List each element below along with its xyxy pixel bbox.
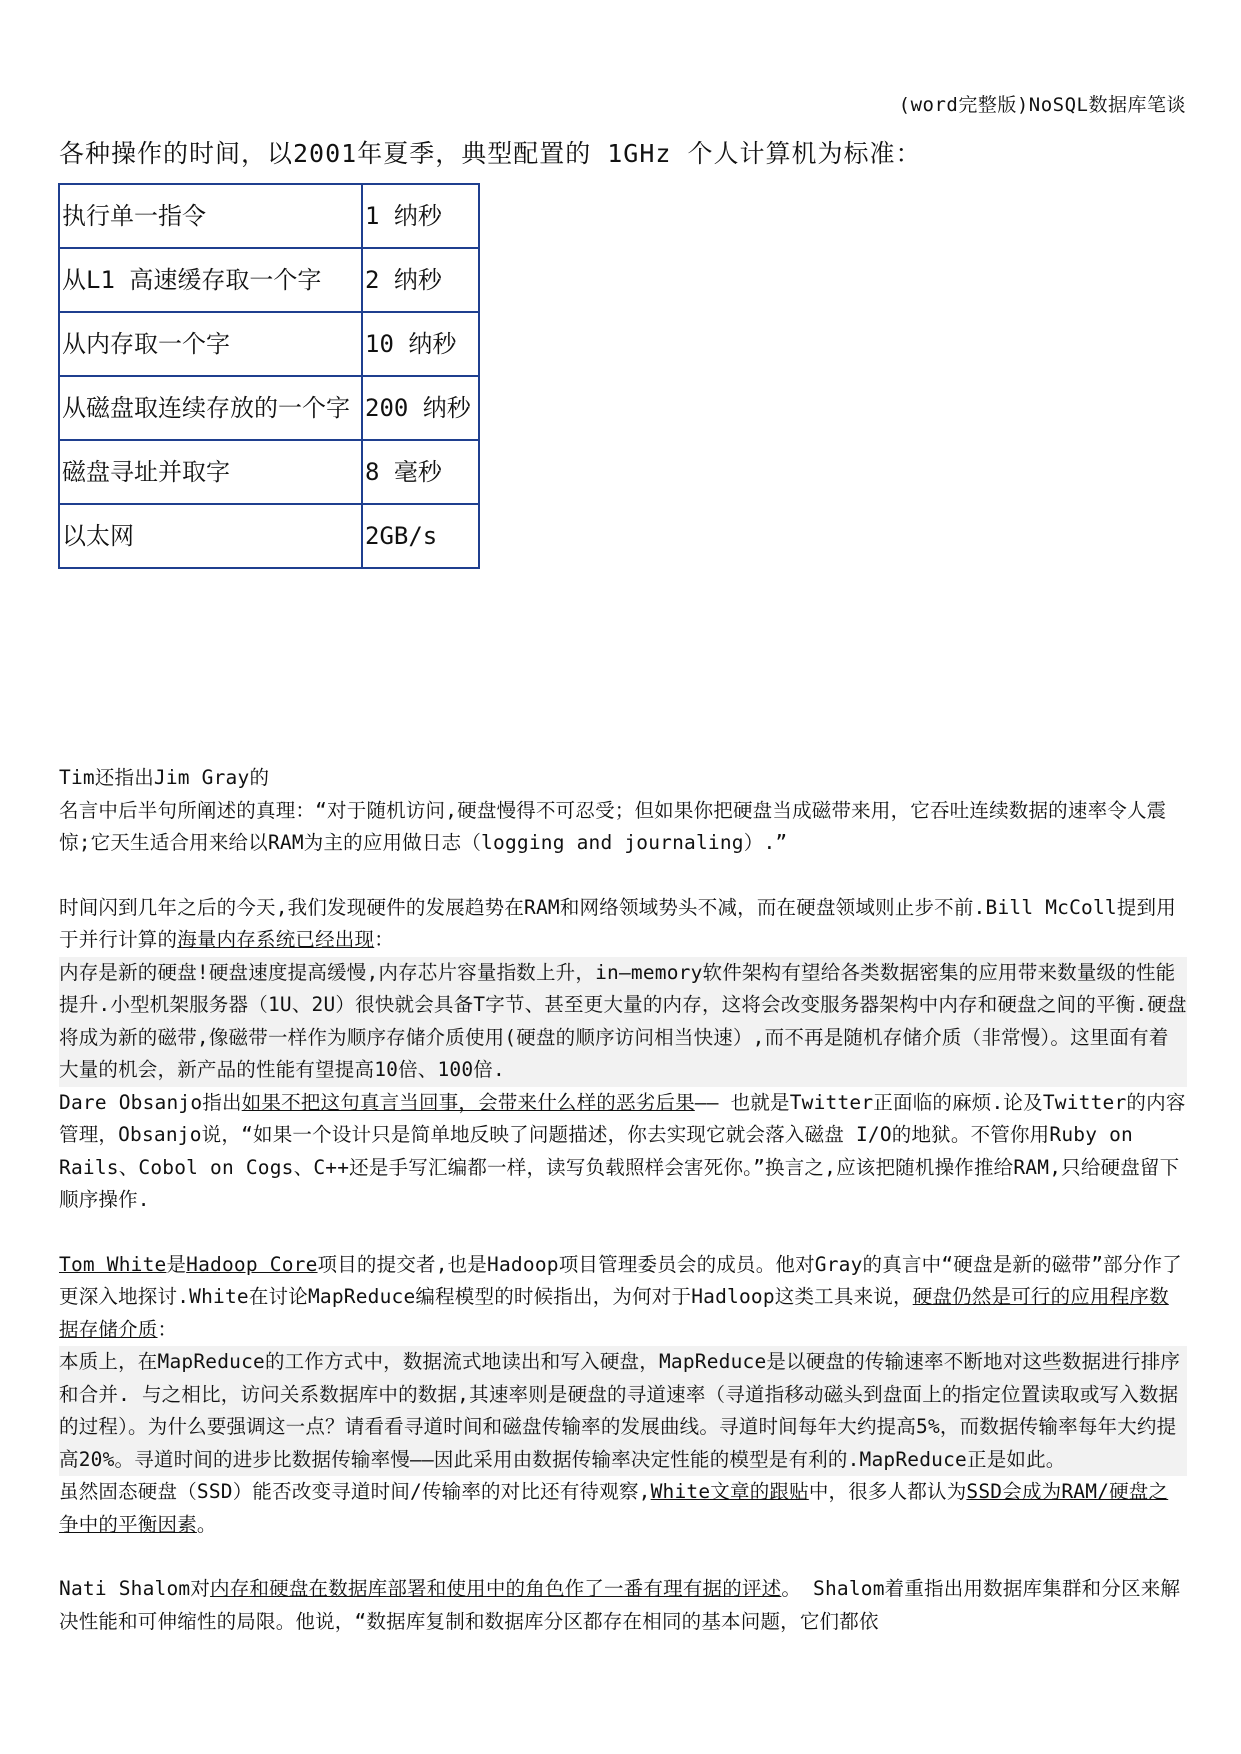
- link-white-followups[interactable]: White文章的跟贴: [650, 1480, 809, 1503]
- paragraph-tim-intro: Tim还指出Jim Gray的: [59, 766, 270, 789]
- time-cell: 10 纳秒: [362, 312, 479, 376]
- table-row: [59, 248, 479, 312]
- paragraph-bill-mccoll: 时间闪到几年之后的今天,我们发现硬件的发展趋势在RAM和网络领域势头不减，而在硬盘领域则止步不前.Bill McColl提到用于并行计算的海量内存系统已经出现：: [59, 895, 1176, 951]
- link-hadoop-core[interactable]: Hadoop Core: [186, 1252, 318, 1276]
- time-cell: 1 纳秒: [362, 184, 479, 248]
- link-memory-systems[interactable]: 海量内存系统已经出现: [177, 928, 375, 951]
- blockquote-mapreduce: 本质上，在MapReduce的工作方式中，数据流式地读出和写入硬盘，MapReduce是以硬盘的传输速率不断地对这些数据进行排序和合并. 与之相比，访问关系数据库中的数据,其速率则是硬盘的寻道速率（寻道指移动磁头到盘面上的指定位置读取或写入数据的过程）。为什么要强调这一点？请看看寻道时间和磁盘传输率的发展曲线。寻道时间每年大约提高5%，而数据传输率每年大约提高20%。寻道时间的进步比数据传输率慢——因此采用由数据传输率决定性能的模型是有利的.MapReduce正是如此。: [59, 1346, 1187, 1476]
- operation-cell: 从L1 高速缓存取一个字: [59, 248, 362, 312]
- link-tom-white[interactable]: Tom White: [59, 1252, 167, 1276]
- operation-cell: 磁盘寻址并取字: [59, 440, 362, 504]
- blockquote-memory-new-disk: 内存是新的硬盘!硬盘速度提高缓慢,内存芯片容量指数上升，in—memory软件架构有望给各类数据密集的应用带来数量级的性能提升.小型机架服务器（1U、2U）很快就会具备T字节、甚至更大量的内存，这将会改变服务器架构中内存和硬盘之间的平衡.硬盘将成为新的磁带,像磁带一样作为顺序存储介质使用(硬盘的顺序访问相当快速）,而不再是随机存储介质（非常慢）。这里面有着大量的机会，新产品的性能有望提高10倍、100倍.: [59, 957, 1187, 1087]
- operation-times-table: [58, 183, 480, 569]
- paragraph-dare-obsanjo: Dare Obsanjo指出如果不把这句真言当回事，会带来什么样的恶劣后果—— 也就是Twitter正面临的麻烦.论及Twitter的内容管理，Obsanjo说，“如果一个设计只是简单地反映了问题描述，你去实现它就会落入磁盘 I/O的地狱。不管你用Ruby on Rails、Cobol on Cogs、C++还是手写汇编都一样，读写负载照样会害死你。”换言之,应该把随机操作推给RAM,只给硬盘留下顺序操作.: [59, 1090, 1186, 1211]
- operation-cell: 以太网: [59, 504, 362, 568]
- link-memory-disk-roles[interactable]: 内存和硬盘在数据库部署和使用中的角色作了一番有理有据的评述: [210, 1577, 782, 1600]
- paragraph-tim-quote: 名言中后半句所阐述的真理：“对于随机访问,硬盘慢得不可忍受；但如果你把硬盘当成磁带来用，它吞吐连续数据的速率令人震惊;它天生适合用来给以RAM为主的应用做日志（logging and journaling）.”: [59, 798, 1167, 854]
- table-row: [59, 440, 479, 504]
- operation-cell: 执行单一指令: [59, 184, 362, 248]
- table-row: [59, 184, 479, 248]
- article-body: [59, 762, 1187, 1638]
- document-header-title: (word完整版)NoSQL数据库笔谈: [898, 94, 1186, 116]
- link-consequences[interactable]: 如果不把这句真言当回事，会带来什么样的恶劣后果: [241, 1090, 695, 1114]
- operation-cell: 从内存取一个字: [59, 312, 362, 376]
- table-row: [59, 312, 479, 376]
- time-cell: 2 纳秒: [362, 248, 479, 312]
- link-ssd-balance[interactable]: SSD会成为RAM/硬盘之争中的平衡因素: [59, 1480, 1169, 1536]
- intro-sentence: 各种操作的时间，以2001年夏季，典型配置的 1GHz 个人计算机为标准：: [59, 139, 922, 168]
- paragraph-ssd: 虽然固态硬盘（SSD）能否改变寻道时间/传输率的对比还有待观察,White文章的跟贴中，很多人都认为SSD会成为RAM/硬盘之争中的平衡因素。: [59, 1480, 1169, 1536]
- table-row: [59, 376, 479, 440]
- paragraph-nati-shalom: Nati Shalom对内存和硬盘在数据库部署和使用中的角色作了一番有理有据的评述。 Shalom着重指出用数据库集群和分区来解决性能和可伸缩性的局限。他说，“数据库复制和数据库分区都存在相同的基本问题，它们都依: [59, 1577, 1181, 1633]
- link-disk-viable[interactable]: 硬盘仍然是可行的应用程序数据存储介质: [59, 1285, 1169, 1341]
- table-row: [59, 504, 479, 568]
- time-cell: 200 纳秒: [362, 376, 479, 440]
- operation-cell: 从磁盘取连续存放的一个字: [59, 376, 362, 440]
- time-cell: 2GB/s: [362, 504, 479, 568]
- time-cell: 8 毫秒: [362, 440, 479, 504]
- paragraph-tom-white: Tom White是Hadoop Core项目的提交者,也是Hadoop项目管理委员会的成员。他对Gray的真言中“硬盘是新的磁带”部分作了更深入地探讨.White在讨论MapReduce编程模型的时候指出，为何对于Hadloop这类工具来说，硬盘仍然是可行的应用程序数据存储介质：: [59, 1252, 1182, 1341]
